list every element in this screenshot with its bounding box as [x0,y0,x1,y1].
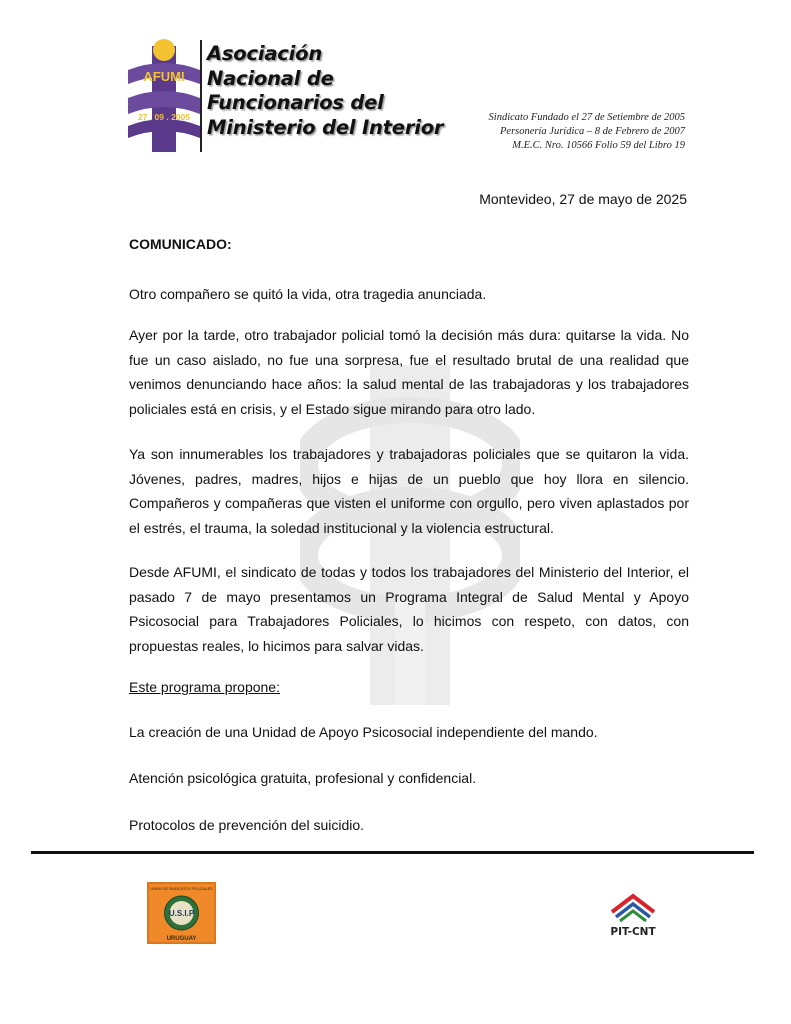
paragraph: Desde AFUMI, el sindicato de todas y todos los trabajadores del Ministerio del Interior, el pasado 7 de mayo presentamos un Programa Integral de Salud Mental y Apoyo Psicosocial para Trabajadores Policiales, lo hicimos con respeto, con datos, con propuestas reales, lo hicimos para salvar vidas. [129,564,689,654]
legal-line: Personería Jurídica – 8 de Febrero de 2007 [500,126,685,137]
paragraph: Ayer por la tarde, otro trabajador policial tomó la decisión más dura: quitarse la vida. No fue un caso aislado, no fue una sorpresa, fue el resultado brutal de una realidad que venimos denunciando hace años: la salud mental de las trabajadoras y los trabajadores policiales está en crisis, y el Estado sigue mirando para otro lado. [129,327,689,417]
pit-cnt-label: PIT-CNT [610,926,656,938]
afumi-logo [124,38,204,156]
logo-text: AFUMI [143,69,185,84]
legal-line: M.E.C. Nro. 10566 Folio 59 del Libro 19 [512,140,685,151]
organization-name [207,42,443,140]
org-name-line: Funcionarios del [207,91,384,114]
org-name-line: Ministerio del Interior [207,115,444,139]
legal-info [489,111,685,153]
footer-divider [31,851,754,854]
usip-bottom-text: URUGUAY [166,936,197,942]
list-item: Atención psicológica gratuita, profesional y confidencial. [129,770,477,786]
paragraph: Ya son innumerables los trabajadores y trabajadoras policiales que se quitaron la vida. Jóvenes, padres, madres, hijos e hijas de un pueblo que hoy llora en silencio. Compañeros y compañeras que visten el uniforme con orgullo, pero viven aplastados por el estrés, el trauma, la soledad institucional y la violencia estructural. [129,446,689,536]
legal-line: Sindicato Fundado el 27 de Setiembre de 2005 [488,112,685,123]
letter-date: Montevideo, 27 de mayo de 2025 [479,191,687,207]
header-divider [200,40,202,152]
list-item: La creación de una Unidad de Apoyo Psicosocial independiente del mando. [129,724,598,740]
list-item: Protocolos de prevención del suicidio. [129,817,365,833]
intro-paragraph: Otro compañero se quitó la vida, otra tragedia anunciada. [129,286,487,302]
pit-cnt-logo [604,890,662,938]
letter-heading: COMUNICADO: [129,236,232,252]
usip-name: U.S.I.P [168,909,195,918]
logo-date: 27 . 09 . 2005 [138,112,190,122]
usip-top-text: UNION DE SINDICATOS POLICIALES [150,887,213,891]
org-name-line: Asociación [207,42,323,65]
org-name-line: Nacional de [207,66,334,90]
usip-logo [147,882,216,944]
list-heading: Este programa propone: [129,679,280,695]
